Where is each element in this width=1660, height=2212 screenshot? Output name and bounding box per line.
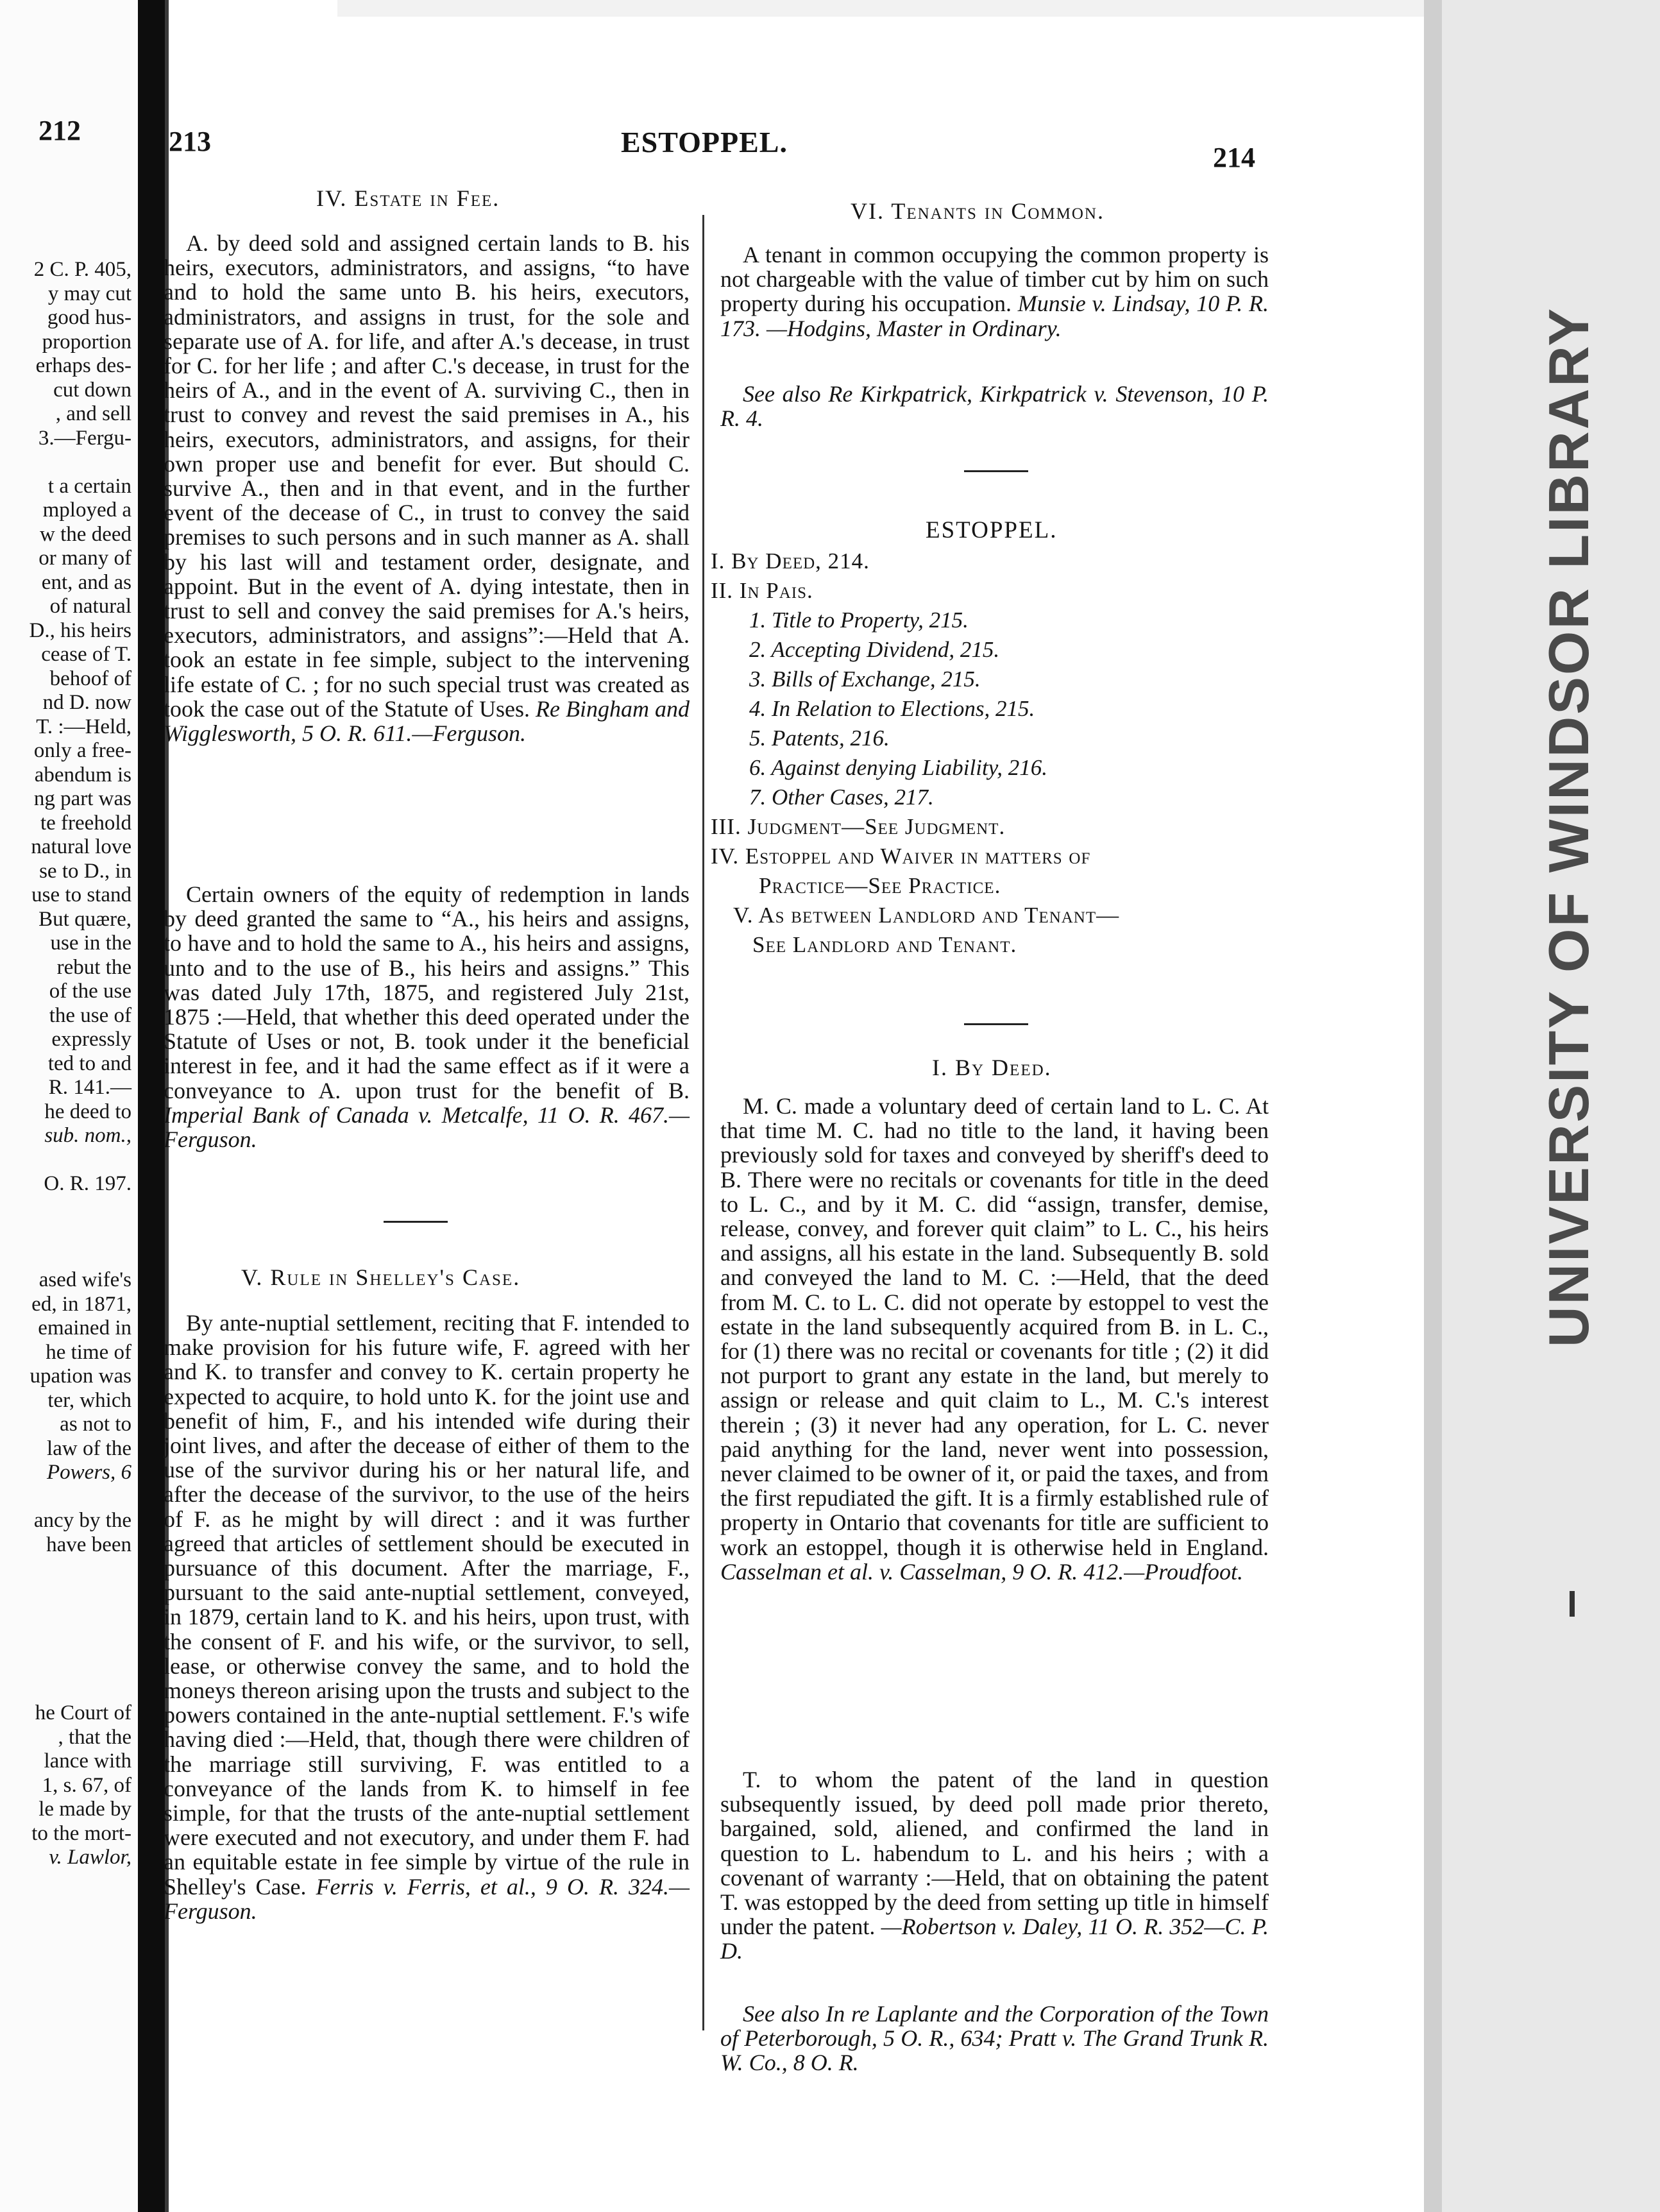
- fragment-line: 3.—Fergu-: [38, 426, 131, 450]
- fragment-line: le made by: [38, 1798, 131, 1821]
- fragment-line: proportion: [42, 330, 131, 353]
- running-head: ESTOPPEL.: [621, 126, 788, 158]
- fragment-line: te freehold: [40, 811, 131, 835]
- fragment-line: expressly: [51, 1028, 131, 1051]
- fragment-line: good hus-: [47, 306, 131, 329]
- fragment-line: rebut the: [56, 955, 131, 979]
- fragment-line: O. R. 197.: [44, 1172, 131, 1195]
- fragment-line: sub. nom.,: [44, 1124, 131, 1147]
- fragment-line: v. Lawlor,: [49, 1846, 131, 1869]
- fragment-line: mployed a: [42, 498, 131, 522]
- fragment-line: w the deed: [40, 522, 131, 546]
- fragment-line: 2 C. P. 405,: [33, 258, 131, 281]
- fragment-line: natural love: [31, 835, 131, 858]
- index-entry: See Landlord and Tenant.: [752, 932, 1017, 957]
- binding-gutter: [138, 0, 165, 2212]
- fragment-line: ted to and: [47, 1051, 131, 1075]
- fragment-line: have been: [46, 1533, 131, 1556]
- edge-mark: [1570, 1591, 1575, 1617]
- paragraph-text: See also In re Laplante and the Corporation of the Town of Peterborough, 5 O. R., 634; Pratt v. The Grand Trunk R. W. Co., 8 O. R.: [720, 2001, 1269, 2076]
- section-rule: [964, 470, 1028, 472]
- paragraph-text: A tenant in common occupying the common property is not chargeable with the value of timber cut by him on such property during his occupation.: [720, 242, 1269, 317]
- section-heading-v: V. Rule in Shelley's Case.: [241, 1264, 521, 1290]
- previous-page-fragment: [0, 0, 138, 2212]
- paragraph-text: Certain owners of the equity of redemption in lands by deed granted the same to “A., his heirs and assigns, to have and to hold the same to A., his heirs and assigns, unto and to the use of B., his heirs and assigns.” This was dated July 17th, 1875, and registered July 21st, 1875 :—Held, that whether this deed operated under the Statute of Uses or not, B. took under it the beneficial interest in fee, and it had the same effect as if it were a conveyance to A. upon trust for the benefit of B.: [164, 881, 690, 1103]
- fragment-line: he deed to: [44, 1100, 131, 1123]
- fragment-line: , and sell: [55, 402, 131, 425]
- see-also-kirkpatrick: [720, 382, 1269, 433]
- paragraph-tenants-in-common: [720, 242, 1269, 371]
- see-also-laplante: [720, 2002, 1269, 2079]
- paragraph-estate-in-fee-1: [164, 231, 690, 869]
- page-number-left: 213: [169, 126, 211, 157]
- fragment-line: , that the: [58, 1725, 131, 1749]
- index-entry: III. Judgment—See Judgment.: [711, 814, 1006, 839]
- fragment-line: the use of: [49, 1003, 131, 1027]
- fragment-line: t a certain: [47, 474, 131, 498]
- index-entry: 5. Patents, 216.: [749, 726, 890, 751]
- case-citation: Re Bingham and Wigglesworth, 5 O. R. 611.—Ferguson.: [164, 695, 690, 747]
- paragraph-shelleys-case: [164, 1311, 690, 2055]
- fragment-line: D., his heirs: [29, 618, 131, 642]
- index-entry: IV. Estoppel and Waiver in matters of: [711, 844, 1091, 869]
- fragment-line: ased wife's: [38, 1268, 131, 1291]
- previous-page-number: 212: [38, 115, 81, 146]
- index-entry: 3. Bills of Exchange, 215.: [749, 667, 981, 692]
- fragment-line: upation was: [30, 1365, 131, 1388]
- fragment-line: But quære,: [38, 907, 131, 931]
- fragment-line: cut down: [53, 378, 131, 402]
- page-edge-shadow: [1424, 0, 1442, 2212]
- fragment-line: ed, in 1871,: [31, 1292, 131, 1316]
- section-heading-iv: IV. Estate in Fee.: [316, 185, 500, 211]
- fragment-line: nd D. now: [42, 691, 131, 714]
- fragment-line: Powers, 6: [47, 1461, 131, 1484]
- section-rule: [384, 1221, 448, 1223]
- fragment-line: ancy by the: [33, 1509, 131, 1532]
- case-citation: Casselman et al. v. Casselman, 9 O. R. 412.—Proudfoot.: [720, 1558, 1243, 1585]
- paragraph-text: M. C. made a voluntary deed of certain land to L. C. At that time M. C. had no title to the land, it having been previously sold for taxes and conveyed by sheriff's deed to B. There were no recitals or covenants for title in the deed to L. C., and by it M. C. did “assign, transfer, demise, release, convey, and forever quit claim” to L. C., his heirs and assigns, all his estate in the land. Subsequently B. sold and conveyed the land to M. C. :—Held, that the deed from M. C. to L. C. did not operate by estoppel to vest the estate in the land subsequently acquired from B. in L. C., for (1) there was no recital or covenants for title ; (2) it did not purport to grant any estate in the land, but merely to assign or release and quit claim to L., M. C.'s interest therein ; (3) it never had any operation, for L. C. never paid anything for the land, never went into possession, never claimed to be owner of it, or paid the taxes, and from the first repudiated the gift. It is a firmly established rule of property in Ontario that covenants for title are sufficient to work an estoppel, though it is otherwise held in England.: [720, 1093, 1269, 1560]
- page-number-right: 214: [1213, 142, 1255, 173]
- index-entry: 7. Other Cases, 217.: [749, 785, 934, 810]
- fragment-line: emained in: [38, 1316, 131, 1340]
- fragment-line: ent, and as: [41, 570, 131, 594]
- fragment-line: lance with: [44, 1749, 131, 1773]
- fragment-line: 1, s. 67, of: [42, 1773, 131, 1797]
- index-entry: V. As between Landlord and Tenant—: [733, 903, 1120, 928]
- case-citation: Imperial Bank of Canada v. Metcalfe, 11 O. R. 467.—Ferguson.: [164, 1102, 690, 1153]
- fragment-line: or many of: [38, 547, 131, 570]
- index-entry: II. In Pais.: [711, 578, 813, 603]
- case-citation: —Robertson v. Daley, 11 O. R. 352—C. P. D.: [720, 1914, 1269, 1964]
- fragment-line: behoof of: [49, 667, 131, 690]
- fragment-line: he Court of: [35, 1701, 131, 1724]
- paragraph-text: A. by deed sold and assigned certain lands to B. his heirs, executors, administrators, and assigns, “to have and to hold the same unto B. his heirs, executors, administrators, and assigns in trust, for the sole and separate use of A. for life, and after A.'s decease, in trust for C. for her life ; and after C.'s decease, in trust for the heirs of A., and in the event of A. surviving C., then in trust to convey and revest the said premises in A., his heirs, executors, administrators, and assigns, for their own proper use and benefit for ever. But should C. survive A., then and in that event, and in the further event of the decease of C., in trust to convey the said premises to such persons and in such manner as A. shall by his last will and testament order, designate, and appoint. But in the event of A. dying intestate, then in trust to sell and convey the said premises for A.'s heirs, executors, administrators, and assigns”:—Held that A. took an estate in fee simple, subject to the intervening life estate of C. ; for no such special trust was created as took the case out of the Statute of Uses.: [164, 230, 690, 722]
- fragment-line: of natural: [49, 595, 131, 618]
- fragment-line: cease of T.: [41, 643, 131, 666]
- fragment-line: erhaps des-: [35, 354, 131, 377]
- index-entry: 4. In Relation to Elections, 215.: [749, 696, 1035, 721]
- fragment-line: R. 141.—: [48, 1076, 131, 1099]
- paragraph-by-deed-1: [720, 1094, 1269, 1761]
- paragraph-text: By ante-nuptial settlement, reciting that F. intended to make provision for his future wife, F. agreed with her and K. to transfer and convey to K. certain property he expected to acquire, to hold unto K. for the joint use and benefit of him, F., and his intended wife during their joint lives, and after the decease of either of them to the use of the survivor during his or her natural life, and after the decease of the survivor, to the use of the heirs of F. as he might by will direct : and it was further agreed that articles of settlement should be executed in pursuance of this document. After the marriage, F., pursuant to the said ante-nuptial settlement, conveyed, in 1879, certain land to K. and his heirs, upon trust, with the consent of F. and his wife, or the survivor, to sell, lease, or otherwise convey the same, and to hold the moneys thereon arising upon the trusts and subject to the powers contained in the ante-nuptial settlement. F.'s wife having died :—Held, that, though there were children of the marriage still surviving, F. was entitled to a conveyance of the lands from K. to himself in fee simple, for that the trusts of the ante-nuptial settlement were executed and not executory, and under them F. had an equitable estate in fee simple by virtue of the rule in Shelley's Case.: [164, 1310, 690, 1900]
- paragraph-text: T. to whom the patent of the land in question subsequently issued, by deed poll made prior thereto, bargained, sold, aliened, and confirmed the land in question to L. habendum to L. and his heirs ; with a covenant of warranty :—Held, that on obtaining the patent T. was estopped by the deed from setting up title in himself under the patent.: [720, 1767, 1269, 1940]
- fragment-line: he time of: [46, 1340, 131, 1364]
- paragraph-estate-in-fee-2: [164, 882, 690, 1203]
- index-entry: 6. Against denying Liability, 216.: [749, 755, 1048, 780]
- paragraph-by-deed-2: [720, 1767, 1269, 1989]
- case-citation: Ferris v. Ferris, et al., 9 O. R. 324.—Ferguson.: [164, 1873, 690, 1924]
- fragment-line: T. :—Held,: [36, 715, 131, 738]
- fragment-line: ter, which: [47, 1388, 131, 1412]
- fragment-line: use to stand: [31, 883, 131, 906]
- index-entry: 2. Accepting Dividend, 215.: [749, 637, 1000, 662]
- fragment-line: only a free-: [33, 739, 131, 762]
- fragment-line: abendum is: [34, 763, 131, 787]
- column-divider: [702, 215, 704, 2030]
- index-entry: I. By Deed, 214.: [711, 549, 870, 574]
- index-heading: ESTOPPEL.: [926, 517, 1058, 543]
- fragment-line: to the mort-: [31, 1821, 131, 1845]
- book-page: [164, 0, 1424, 2212]
- fragment-line: y may cut: [47, 282, 131, 305]
- fragment-line: use in the: [50, 932, 131, 955]
- fragment-line: of the use: [49, 980, 131, 1003]
- fragment-line: ng part was: [33, 787, 131, 810]
- index-entry: Practice—See Practice.: [759, 873, 1001, 898]
- fragment-line: as not to: [60, 1413, 131, 1436]
- section-heading-i: I. By Deed.: [932, 1055, 1052, 1080]
- page-top-edge: [337, 0, 1593, 17]
- index-entry: 1. Title to Property, 215.: [749, 608, 969, 633]
- fragment-line: se to D., in: [39, 859, 131, 883]
- section-rule: [964, 1023, 1028, 1025]
- case-citation: Munsie v. Lindsay, 10 P. R. 173. —Hodgins, Master in Ordinary.: [720, 291, 1269, 341]
- section-heading-vi: VI. Tenants in Common.: [851, 198, 1105, 224]
- paragraph-text: See also Re Kirkpatrick, Kirkpatrick v. Stevenson, 10 P. R. 4.: [720, 381, 1269, 432]
- fragment-line: law of the: [47, 1436, 131, 1460]
